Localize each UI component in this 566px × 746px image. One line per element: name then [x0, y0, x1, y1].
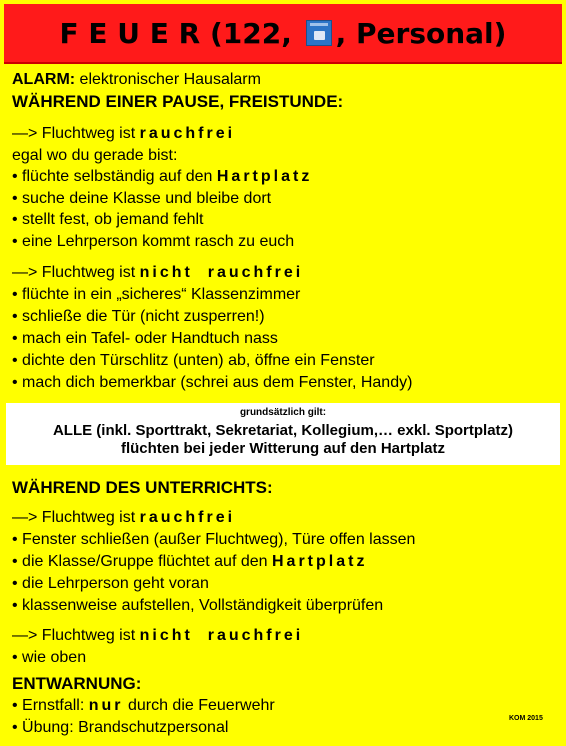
route-prefix: —> Fluchtweg ist: [12, 125, 140, 142]
lesson-item-4: • klassenweise aufstellen, Vollständigkeit überprüfen: [12, 597, 384, 614]
title-left: F E U E R (122,: [59, 16, 292, 50]
alarm-line: [12, 70, 261, 90]
pause-route-note: egal wo du gerade bist:: [12, 147, 178, 164]
alarm-text: elektronischer Hausalarm: [75, 71, 261, 88]
pause-item-6: • schließe die Tür (nicht zusperren!): [12, 308, 265, 325]
item-text: • flüchte selbständig auf den: [12, 168, 217, 185]
pause-item-8: • dichte den Türschlitz (unten) ab, öffne ein Fenster: [12, 352, 375, 369]
alarm-label: ALARM:: [12, 71, 76, 88]
pause-heading: WÄHREND EINER PAUSE, FREISTUNDE:: [12, 92, 344, 111]
title-banner: [4, 4, 562, 64]
lesson-route-smokefree: [12, 508, 235, 528]
pause-item-5: • flüchte in ein „sicheres“ Klassenzimmer: [12, 286, 301, 303]
lesson-heading: WÄHREND DES UNTERRICHTS:: [12, 478, 273, 497]
lesson-item-3: • die Lehrperson geht voran: [12, 575, 209, 592]
pause-item-4: • eine Lehrperson kommt rasch zu euch: [12, 233, 295, 250]
allclear-item-2: • Übung: Brandschutzpersonal: [12, 719, 229, 736]
pause-item-9: • mach dich bemerkbar (schrei aus dem Fenster, Handy): [12, 374, 413, 391]
general-rule-box: [6, 403, 560, 465]
item-key: nur: [88, 697, 124, 714]
title-right: , Personal): [335, 16, 507, 50]
item-suffix: durch die Feuerwehr: [123, 697, 275, 714]
pause-item-3: • stellt fest, ob jemand fehlt: [12, 211, 204, 228]
pause-item-1: [12, 167, 312, 187]
general-rule-line-1: ALLE (inkl. Sporttrakt, Sekretariat, Kollegium,… exkl. Sportplatz): [52, 422, 514, 439]
item-key: Hartplatz: [216, 168, 313, 185]
pause-route-not-smokefree: [12, 263, 303, 283]
credit-label: KOM 2015: [509, 715, 543, 722]
pause-item-7: • mach ein Tafel- oder Handtuch nass: [12, 330, 278, 347]
route-key: nicht rauchfrei: [139, 627, 304, 644]
route-key: rauchfrei: [139, 509, 236, 526]
allclear-item-1: [12, 696, 275, 716]
general-rule-label: grundsätzlich gilt:: [239, 407, 327, 418]
lesson-route-not-smokefree: [12, 626, 303, 646]
page-title: [60, 17, 507, 50]
pause-route-smokefree: [12, 124, 235, 144]
lesson-item-1: • Fenster schließen (außer Fluchtweg), Türe offen lassen: [12, 531, 416, 548]
route-prefix: —> Fluchtweg ist: [12, 627, 140, 644]
lesson-item-5: • wie oben: [12, 649, 87, 666]
fire-alarm-button-icon: [306, 20, 332, 46]
route-key: nicht rauchfrei: [139, 264, 304, 281]
route-prefix: —> Fluchtweg ist: [12, 509, 140, 526]
lesson-item-2: [12, 552, 367, 572]
general-rule-line-2: flüchten bei jeder Witterung auf den Hartplatz: [120, 440, 446, 457]
pause-item-2: • suche deine Klasse und bleibe dort: [12, 190, 272, 207]
route-key: rauchfrei: [139, 125, 236, 142]
route-prefix: —> Fluchtweg ist: [12, 264, 140, 281]
item-text: • Ernstfall:: [12, 697, 89, 714]
item-text: • die Klasse/Gruppe flüchtet auf den: [12, 553, 272, 570]
item-key: Hartplatz: [271, 553, 368, 570]
allclear-heading: ENTWARNUNG:: [12, 674, 142, 693]
